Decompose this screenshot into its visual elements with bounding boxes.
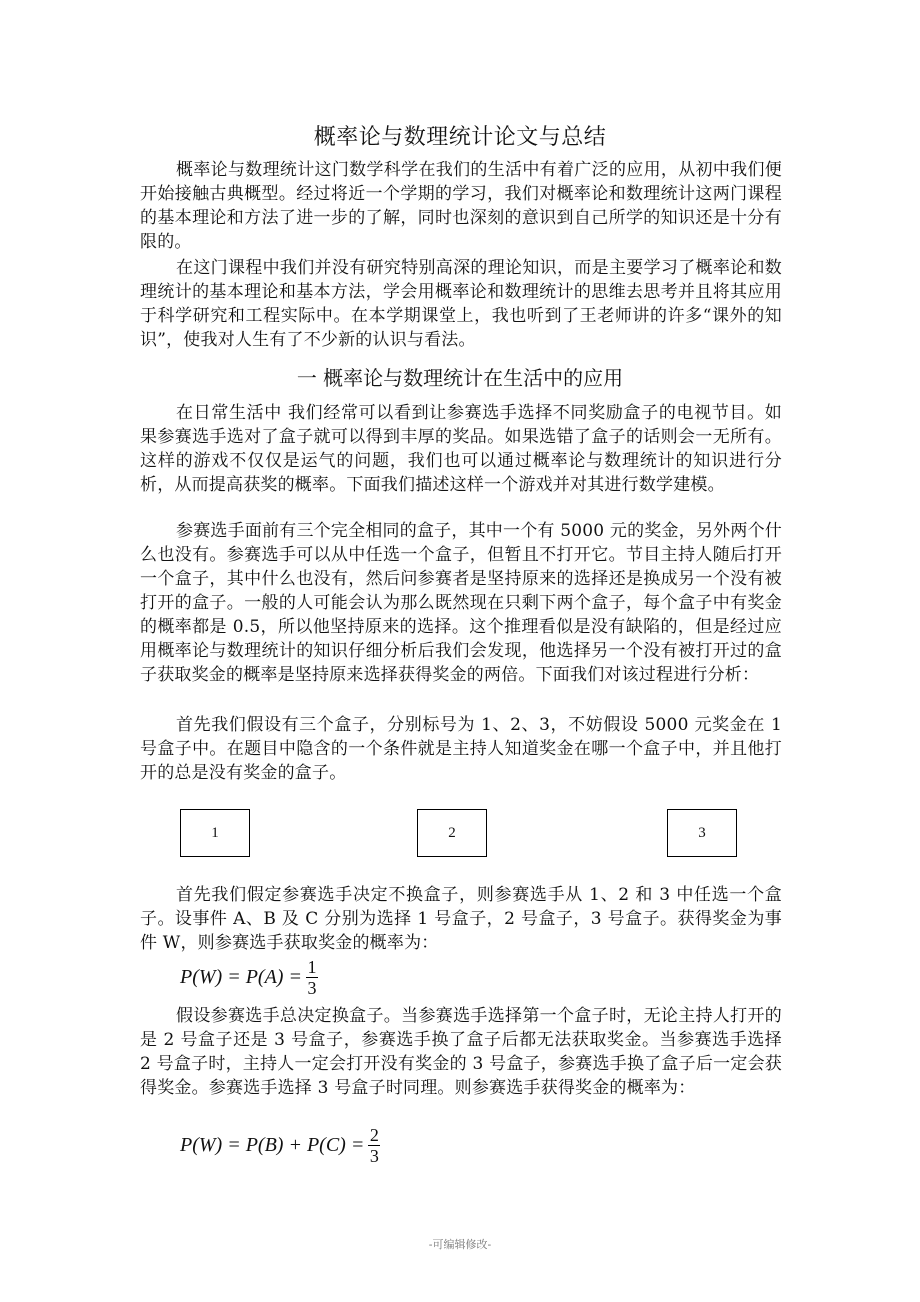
document-title: 概率论与数理统计论文与总结 — [313, 125, 607, 150]
formula-1-denominator: 3 — [307, 978, 317, 998]
box-3: 3 — [667, 809, 737, 857]
formula-1-lhs: P(W) = P(A) = — [180, 966, 302, 988]
section-paragraph-2: 参赛选手面前有三个完全相同的盒子，其中一个有 5000 元的奖金，另外两个什么也没有。参赛选手可以从中任选一个盒子，但暂且不打开它。节目主持人随后打开一个盒子，其中什么也没有，然后问参赛者是坚持原来的选择还是换成另一个没有被打开的盒子。一般的人可能会认为那么既然现在只剩下两个盒子，每个盒子中有奖金的概率都是 0.5，所以他坚持原来的选择。这个推理看似是没有缺陷的，但是经过应用概率论与数理统计的知识仔细分析后我们会发现，他选择另一个没有被打开过的盒子获取奖金的概率是坚持原来选择获得奖金的两倍。下面我们对该过程进行分析： — [140, 521, 782, 685]
section-paragraph-3: 首先我们假设有三个盒子，分别标号为 1、2、3，不妨假设 5000 元奖金在 1 号盒子中。在题目中隐含的一个条件就是主持人知道奖金在哪一个盒子中，并且他打开的总是没有奖金的盒子。 — [140, 715, 782, 783]
formula-1-numerator: 1 — [307, 957, 317, 977]
formula-no-switch — [180, 957, 318, 998]
box-1: 1 — [180, 809, 250, 857]
formula-switch — [180, 1125, 380, 1166]
section-heading: 一 概率论与数理统计在生活中的应用 — [296, 366, 624, 390]
switch-paragraph: 假设参赛选手总决定换盒子。当参赛选手选择第一个盒子时，无论主持人打开的是 2 号盒子还是 3 号盒子，参赛选手换了盒子后都无法获取奖金。当参赛选手选择 2 号盒子时，主持人一定会打开没有奖金的 3 号盒子，参赛选手换了盒子后一定会获得奖金。参赛选手选择 3 号盒子时同理。则参赛选手获得奖金的概率为： — [140, 1006, 782, 1098]
formula-2-fraction — [368, 1125, 380, 1166]
box-2: 2 — [417, 809, 487, 857]
formula-2-denominator: 3 — [369, 1146, 379, 1166]
formula-2-numerator: 2 — [369, 1125, 379, 1145]
formula-2-lhs: P(W) = P(B) + P(C) = — [180, 1134, 365, 1156]
no-switch-paragraph: 首先我们假定参赛选手决定不换盒子，则参赛选手从 1、2 和 3 中任选一个盒子。设事件 A、B 及 C 分别为选择 1 号盒子，2 号盒子，3 号盒子。获得奖金为事件 W，则参赛选手获取奖金的概率为： — [140, 885, 782, 953]
intro-paragraph-1: 概率论与数理统计这门数学科学在我们的生活中有着广泛的应用，从初中我们便开始接触古典概型。经过将近一个学期的学习，我们对概率论和数理统计这两门课程的基本理论和方法了进一步的了解，同时也深刻的意识到自己所学的知识还是十分有限的。 — [140, 160, 782, 252]
section-paragraph-1: 在日常生活中 我们经常可以看到让参赛选手选择不同奖励盒子的电视节目。如果参赛选手选对了盒子就可以得到丰厚的奖品。如果选错了盒子的话则会一无所有。这样的游戏不仅仅是运气的问题，我们也可以通过概率论与数理统计的知识进行分析，从而提高获奖的概率。下面我们描述这样一个游戏并对其进行数学建模。 — [140, 403, 782, 495]
formula-1-fraction — [306, 957, 318, 998]
page-footer: -可编辑修改- — [428, 1238, 492, 1251]
intro-paragraph-2: 在这门课程中我们并没有研究特别高深的理论知识，而是主要学习了概率论和数理统计的基本理论和基本方法，学会用概率论和数理统计的思维去思考并且将其应用于科学研究和工程实际中。在本学期课堂上，我也听到了王老师讲的许多“课外的知识”，使我对人生有了不少新的认识与看法。 — [140, 258, 782, 350]
